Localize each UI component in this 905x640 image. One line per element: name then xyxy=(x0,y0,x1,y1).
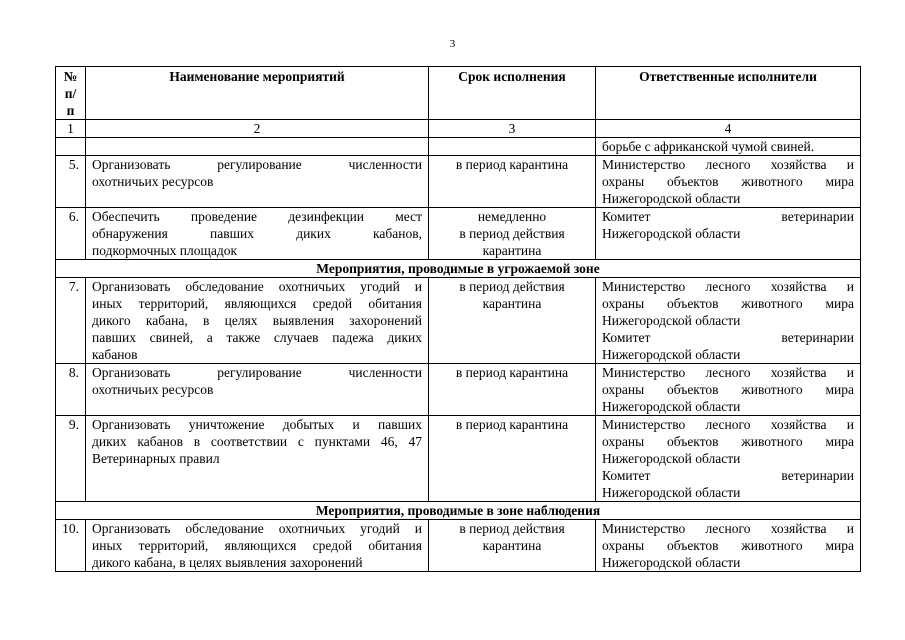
text-line: Министерство лесного хозяйства и xyxy=(602,365,854,380)
page-number: 3 xyxy=(449,38,456,50)
table-row xyxy=(56,278,861,364)
table-row xyxy=(56,156,861,208)
text-line: в период действия xyxy=(459,226,565,241)
text-line: иных территорий, являющихся средой обитания xyxy=(92,538,422,553)
text-line: дикого кабана, в целях выявления захоронений xyxy=(92,313,422,328)
text-line: Организовать уничтожение добытых и павших xyxy=(92,417,422,432)
responsible-cell xyxy=(596,208,861,260)
text-line: Министерство лесного хозяйства и xyxy=(602,157,854,172)
text-line: в период карантина xyxy=(455,157,569,172)
text-line: диких кабанов в соответствии с пунктами 46, 47 xyxy=(92,434,422,449)
text-line: карантина xyxy=(482,296,542,311)
text-line: карантина xyxy=(482,538,542,553)
header-number-sign: № xyxy=(63,69,78,84)
header-measures: Наименование мероприятий xyxy=(86,67,429,120)
text-line: Организовать обследование охотничьих угодий и xyxy=(92,521,422,536)
continuation-responsible: борьбе с африканской чумой свиней. xyxy=(596,138,861,156)
text-line: охотничьих ресурсов xyxy=(92,174,214,189)
section-heading: Мероприятия, проводимые в угрожаемой зоне xyxy=(56,260,861,278)
text-line: в период действия xyxy=(459,279,565,294)
text-line: Нижегородской области xyxy=(602,555,741,570)
measure-cell xyxy=(86,156,429,208)
text-line: Нижегородской области xyxy=(602,451,741,466)
text-line: Нижегородской области xyxy=(602,347,741,362)
numbering-cell: 1 xyxy=(56,120,86,138)
term-cell xyxy=(429,416,596,502)
header-term: Срок исполнения xyxy=(429,67,596,120)
continuation-measure xyxy=(86,138,429,156)
text-line: охраны объектов животного мира xyxy=(602,382,854,397)
text-line: Нижегородской области xyxy=(602,313,741,328)
text-line: Ветеринарных правил xyxy=(92,451,220,466)
measure-cell xyxy=(86,416,429,502)
term-cell xyxy=(429,208,596,260)
row-number: 6. xyxy=(56,208,86,260)
text-line: Обеспечить проведение дезинфекции мест xyxy=(92,209,422,224)
text-line: Организовать обследование охотничьих угодий и xyxy=(92,279,422,294)
section-observation-zone xyxy=(56,502,861,520)
header-number-abbr: п/п xyxy=(64,86,77,118)
table-row xyxy=(56,208,861,260)
measure-cell xyxy=(86,520,429,572)
text-line: карантина xyxy=(482,243,542,258)
row-number: 10. xyxy=(56,520,86,572)
text-line: охраны объектов животного мира xyxy=(602,434,854,449)
text-line: Организовать регулирование численности xyxy=(92,157,422,172)
term-cell xyxy=(429,520,596,572)
text-line: обнаружения павших диких кабанов, xyxy=(92,226,422,241)
measure-cell xyxy=(86,208,429,260)
continuation-num xyxy=(56,138,86,156)
continuation-term xyxy=(429,138,596,156)
responsible-cell xyxy=(596,364,861,416)
text-line: в период действия xyxy=(459,521,565,536)
text-line: Комитет ветеринарии xyxy=(602,468,854,483)
numbering-cell: 3 xyxy=(429,120,596,138)
numbering-cell: 4 xyxy=(596,120,861,138)
responsible-cell xyxy=(596,156,861,208)
header-number xyxy=(56,67,86,120)
text-line: Министерство лесного хозяйства и xyxy=(602,521,854,536)
text-line: охотничьих ресурсов xyxy=(92,382,214,397)
section-heading: Мероприятия, проводимые в зоне наблюдения xyxy=(56,502,861,520)
table-row xyxy=(56,416,861,502)
text-line: иных территорий, являющихся средой обитания xyxy=(92,296,422,311)
text-line: охраны объектов животного мира xyxy=(602,296,854,311)
table-row xyxy=(56,520,861,572)
text-line: Нижегородской области xyxy=(602,485,741,500)
term-cell xyxy=(429,156,596,208)
row-number: 7. xyxy=(56,278,86,364)
measure-cell xyxy=(86,278,429,364)
measure-cell xyxy=(86,364,429,416)
header-responsible: Ответственные исполнители xyxy=(596,67,861,120)
text-line: кабанов xyxy=(92,347,138,362)
term-cell xyxy=(429,364,596,416)
text-line: Министерство лесного хозяйства и xyxy=(602,417,854,432)
text-line: Нижегородской области xyxy=(602,399,741,414)
term-cell xyxy=(429,278,596,364)
section-threat-zone xyxy=(56,260,861,278)
text-line: охраны объектов животного мира xyxy=(602,174,854,189)
text-line: Министерство лесного хозяйства и xyxy=(602,279,854,294)
text-line: в период карантина xyxy=(455,365,569,380)
row-number: 8. xyxy=(56,364,86,416)
responsible-cell xyxy=(596,520,861,572)
responsible-cell xyxy=(596,278,861,364)
numbering-cell: 2 xyxy=(86,120,429,138)
table-header-row xyxy=(56,67,861,120)
text-line: охраны объектов животного мира xyxy=(602,538,854,553)
continuation-row xyxy=(56,138,861,156)
text-line: подкормочных площадок xyxy=(92,243,238,258)
text-line: Нижегородской области xyxy=(602,191,741,206)
measures-table xyxy=(55,66,861,572)
text-line: Комитет ветеринарии xyxy=(602,209,854,224)
row-number: 9. xyxy=(56,416,86,502)
text-line: павших свиней, а также случаев падежа диких xyxy=(92,330,422,345)
row-number: 5. xyxy=(56,156,86,208)
text-line: Нижегородской области xyxy=(602,226,741,241)
table-row xyxy=(56,364,861,416)
text-line: немедленно xyxy=(477,209,547,224)
text-line: Организовать регулирование численности xyxy=(92,365,422,380)
text-line: Комитет ветеринарии xyxy=(602,330,854,345)
text-line: дикого кабана, в целях выявления захоронений xyxy=(92,555,363,570)
responsible-cell xyxy=(596,416,861,502)
numbering-row xyxy=(56,120,861,138)
text-line: в период карантина xyxy=(455,417,569,432)
